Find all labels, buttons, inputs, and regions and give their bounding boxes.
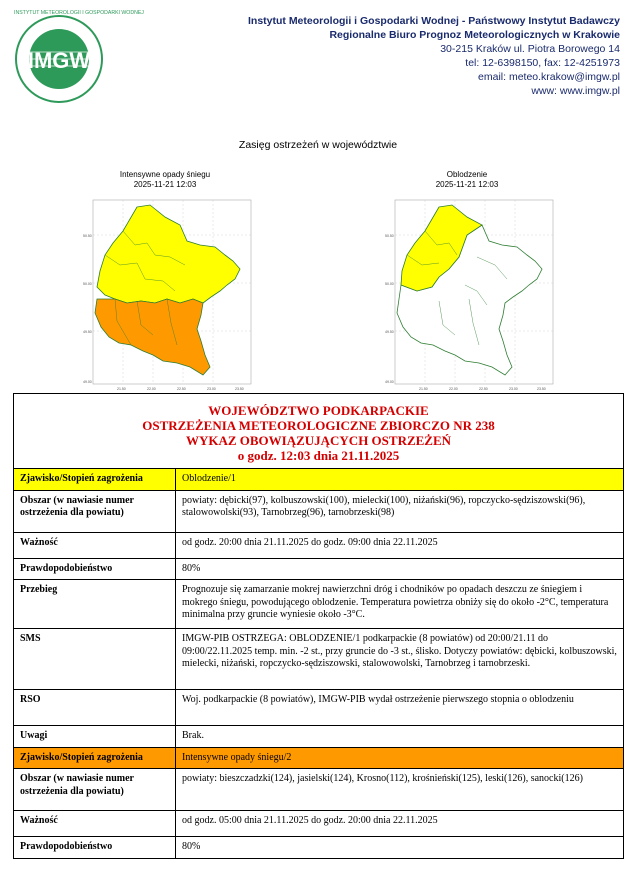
maps-title: Zasięg ostrzeżeń w województwie [238, 139, 398, 151]
map-icing [377, 195, 557, 395]
svg-text:22.50: 22.50 [479, 387, 488, 391]
svg-text:50.00: 50.00 [83, 282, 92, 286]
svg-text:49.00: 49.00 [385, 380, 394, 384]
label-notes: Uwagi [14, 726, 176, 748]
office-name: Regionalne Biuro Prognoz Meteorologicznych w Krakowie [329, 29, 620, 41]
institute-name: Instytut Meteorologii i Gospodarki Wodnej - Państwowy Instytut Badawczy [247, 15, 620, 27]
label-area: Obszar (w nawiasie numer ostrzeżenia dla powiatu) [14, 769, 176, 811]
table-row [14, 837, 623, 859]
map-intensive-snow [75, 195, 255, 395]
table-row [14, 747, 623, 769]
label-validity: Ważność [14, 532, 176, 558]
label-course: Przebieg [14, 580, 176, 629]
report-region: WOJEWÓDZTWO PODKARPACKIE [208, 403, 429, 418]
validity-value: od godz. 20:00 dnia 21.11.2025 do godz. 09:00 dnia 22.11.2025 [176, 532, 624, 558]
logo-text: IMGW [27, 48, 91, 73]
imgw-logo [14, 10, 144, 104]
table-row [14, 580, 623, 629]
notes-value: Brak. [176, 726, 624, 748]
table-row [14, 769, 623, 811]
area-value: powiaty: dębicki(97), kolbuszowski(100), mielecki(100), niżański(96), ropczycko-sędziszowski(96), stalowowolski(93), Tarnobrzeg(96), tarnobrzeski(98) [176, 490, 624, 532]
svg-text:22.00: 22.00 [449, 387, 458, 391]
phenomenon-value: Oblodzenie/1 [176, 469, 624, 490]
svg-text:50.00: 50.00 [385, 282, 394, 286]
svg-text:23.50: 23.50 [537, 387, 546, 391]
label-phenomenon: Zjawisko/Stopień zagrożenia [14, 469, 176, 490]
label-validity: Ważność [14, 811, 176, 837]
validity-value: od godz. 05:00 dnia 21.11.2025 do godz. 20:00 dnia 22.11.2025 [176, 811, 624, 837]
report-header [14, 394, 623, 469]
table-row [14, 558, 623, 580]
label-rso: RSO [14, 690, 176, 726]
svg-text:21.50: 21.50 [419, 387, 428, 391]
logo-ring-text: INSTYTUT METEOROLOGII I GOSPODARKI WODNEJ [14, 10, 144, 16]
table-row [14, 532, 623, 558]
map2-datetime: 2025-11-21 12:03 [435, 180, 499, 189]
svg-text:23.50: 23.50 [235, 387, 244, 391]
table-row [14, 811, 623, 837]
table-row [14, 490, 623, 532]
svg-text:22.00: 22.00 [147, 387, 156, 391]
map1-datetime: 2025-11-21 12:03 [133, 180, 197, 189]
institute-header [190, 14, 620, 98]
phone-fax: tel: 12-6398150, fax: 12-4251973 [465, 57, 620, 69]
label-area: Obszar (w nawiasie numer ostrzeżenia dla powiatu) [14, 490, 176, 532]
svg-text:23.00: 23.00 [509, 387, 518, 391]
region-north-yellow [97, 205, 240, 303]
label-probability: Prawdopodobieństwo [14, 558, 176, 580]
probability-value: 80% [176, 837, 624, 859]
region-south-orange [95, 299, 210, 375]
sms-value: IMGW-PIB OSTRZEGA: OBLODZENIE/1 podkarpackie (8 powiatów) od 20:00/21.11 do 09:00/22.11.2025 temp. min. -2 st., przy gruncie do -3 st., ślisko. Dotyczy powiatów: dębicki, kolbuszowski, mielecki, niżański, ropczycko-sędziszowski, stalowowolski, Tarnobrzeg i tarnobrzeski. [176, 629, 624, 690]
course-value: Prognozuje się zamarzanie mokrej nawierzchni dróg i chodników po opadach deszczu ze śniegiem i mokrego śniegu, powodującego oblodzenie. Temperatura powietrza obniży się do około -2°C, temperatura minimalna przy gruncie wyniesie około -3°C. [176, 580, 624, 629]
phenomenon-value: Intensywne opady śniegu/2 [176, 747, 624, 769]
svg-text:49.50: 49.50 [83, 330, 92, 334]
map1-title: Intensywne opady śniegu [119, 170, 211, 179]
svg-text:49.00: 49.00 [83, 380, 92, 384]
svg-text:50.50: 50.50 [83, 234, 92, 238]
svg-text:50.50: 50.50 [385, 234, 394, 238]
map2-title: Oblodzenie [446, 170, 488, 179]
map1-caption [70, 170, 260, 190]
svg-text:21.50: 21.50 [117, 387, 126, 391]
address: 30-215 Kraków ul. Piotra Borowego 14 [440, 43, 620, 55]
svg-text:49.50: 49.50 [385, 330, 394, 334]
svg-text:23.00: 23.00 [207, 387, 216, 391]
svg-text:22.50: 22.50 [177, 387, 186, 391]
map2-caption [372, 170, 562, 190]
table-row [14, 469, 623, 490]
table-row [14, 629, 623, 690]
label-probability: Prawdopodobieństwo [14, 837, 176, 859]
report-number: OSTRZEŻENIA METEOROLOGICZNE ZBIORCZO NR 238 [142, 418, 495, 433]
report-time: o godz. 12:03 dnia 21.11.2025 [237, 448, 400, 463]
warnings-report [13, 393, 624, 859]
probability-value: 80% [176, 558, 624, 580]
report-list-title: WYKAZ OBOWIĄZUJĄCYCH OSTRZEŻEŃ [185, 433, 452, 448]
label-sms: SMS [14, 629, 176, 690]
email: email: meteo.krakow@imgw.pl [478, 71, 620, 83]
table-row [14, 726, 623, 748]
warnings-table [14, 469, 623, 859]
table-row [14, 690, 623, 726]
area-value: powiaty: bieszczadzki(124), jasielski(124), Krosno(112), krośnieński(125), leski(126), sanocki(126) [176, 769, 624, 811]
website: www: www.imgw.pl [531, 85, 620, 97]
rso-value: Woj. podkarpackie (8 powiatów), IMGW-PIB wydał ostrzeżenie pierwszego stopnia o oblodzeniu [176, 690, 624, 726]
label-phenomenon: Zjawisko/Stopień zagrożenia [14, 747, 176, 769]
